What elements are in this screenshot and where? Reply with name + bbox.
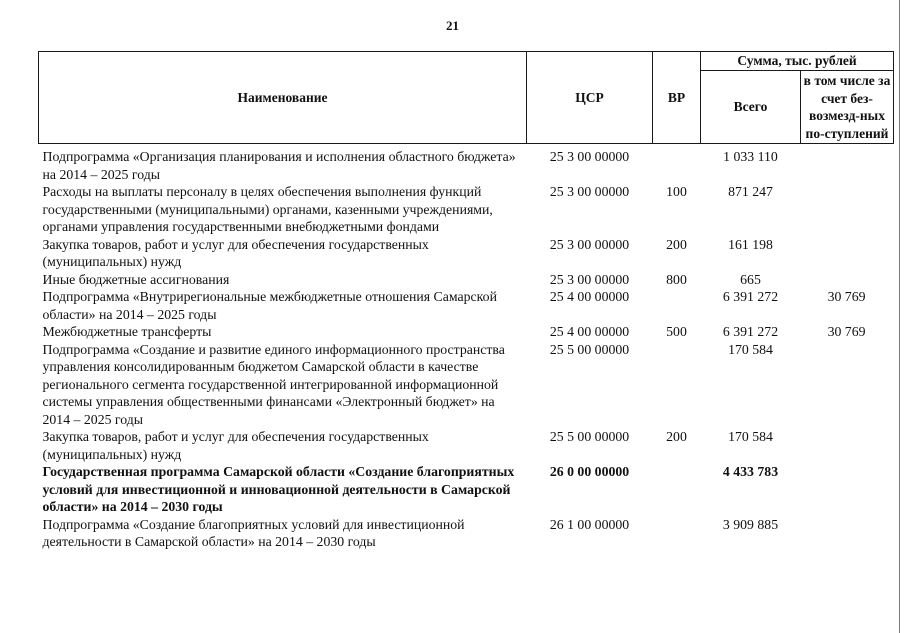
- row-csr: 25 3 00 00000: [549, 184, 630, 199]
- table-row: [39, 271, 894, 289]
- row-csr: 26 0 00 00000: [549, 464, 630, 479]
- row-csr: 25 5 00 00000: [549, 429, 630, 444]
- row-name: Расходы на выплаты персоналу в целях обеспечения выполнения функций государственными (муниципальными) органами, казенными учреждениями, органами управления государственными внебюджетными фондами: [42, 184, 493, 234]
- row-vr: [653, 144, 701, 184]
- row-incl: [801, 271, 894, 289]
- table-row: [39, 288, 894, 323]
- row-name: Подпрограмма «Внутрирегиональные межбюджетные отношения Самарской области» на 2014 – 2025 годы: [42, 289, 497, 322]
- table-row: [39, 144, 894, 184]
- row-csr: 25 5 00 00000: [549, 341, 630, 357]
- row-total: 6 391 272: [722, 289, 779, 304]
- row-vr: 200: [666, 236, 687, 252]
- header-csr: ЦСР: [527, 52, 653, 144]
- row-name: Подпрограмма «Создание благоприятных условий для инвестиционной деятельности в Самарской области» на 2014 – 2030 годы: [42, 516, 465, 549]
- row-name: Иные бюджетные ассигнования: [42, 271, 230, 287]
- row-vr: [653, 288, 701, 323]
- row-total: 170 584: [728, 341, 773, 357]
- row-incl: [801, 428, 894, 463]
- row-csr: 25 3 00 00000: [549, 149, 630, 164]
- row-csr: 25 4 00 00000: [549, 324, 630, 339]
- row-name: Подпрограмма «Создание и развитие единого информационного пространства управления консолидированным бюджетом Самарской области в качестве регионального сегмента государственной интегрированной информационной системы управления общественными финансами «Электронный бюджет» на 2014 – 2025 годы: [42, 341, 505, 427]
- row-incl: [801, 341, 894, 429]
- table-row: [39, 236, 894, 271]
- row-csr: 25 3 00 00000: [549, 236, 630, 252]
- row-total: 161 198: [728, 236, 773, 252]
- row-incl: 30 769: [827, 324, 866, 339]
- header-incl: в том числе за счет без-возмезд-ных по-ступлений: [801, 71, 894, 144]
- row-total: 6 391 272: [722, 324, 779, 339]
- row-incl: 30 769: [827, 289, 866, 304]
- row-name: Государственная программа Самарской области «Создание благоприятных условий для инвестиционной и инновационной деятельности в Самарской области» на 2014 – 2030 годы: [42, 464, 515, 514]
- row-vr: 800: [666, 271, 687, 287]
- row-vr: [653, 463, 701, 516]
- row-vr: [653, 341, 701, 429]
- row-total: 871 247: [728, 184, 773, 199]
- row-total: 170 584: [728, 429, 773, 444]
- row-csr: 25 4 00 00000: [549, 289, 630, 304]
- row-total: 4 433 783: [722, 464, 779, 479]
- row-incl: [801, 236, 894, 271]
- table-row: [39, 428, 894, 463]
- row-total: 3 909 885: [722, 516, 779, 532]
- table-row: [39, 463, 894, 516]
- row-vr: [653, 516, 701, 551]
- table-row: [39, 341, 894, 429]
- header-total: Всего: [701, 71, 801, 144]
- row-vr: 500: [666, 324, 687, 339]
- row-incl: [801, 463, 894, 516]
- row-incl: [801, 183, 894, 236]
- row-vr: 100: [666, 184, 687, 199]
- header-name: Наименование: [39, 52, 527, 144]
- table-row: [39, 516, 894, 551]
- row-incl: [801, 144, 894, 184]
- row-incl: [801, 516, 894, 551]
- row-total: 665: [740, 271, 761, 287]
- header-vr: ВР: [653, 52, 701, 144]
- row-vr: 200: [666, 429, 687, 444]
- page-number: 21: [446, 18, 459, 33]
- header-sum-group: Сумма, тыс. рублей: [701, 52, 894, 71]
- row-name: Закупка товаров, работ и услуг для обеспечения государственных (муниципальных) нужд: [42, 429, 429, 462]
- row-name: Закупка товаров, работ и услуг для обеспечения государственных (муниципальных) нужд: [42, 236, 429, 269]
- row-name: Подпрограмма «Организация планирования и исполнения областного бюджета» на 2014 – 2025 годы: [42, 149, 516, 182]
- row-csr: 25 3 00 00000: [549, 271, 630, 287]
- page-edge: [899, 0, 900, 633]
- table-row: [39, 323, 894, 341]
- row-csr: 26 1 00 00000: [549, 516, 630, 532]
- table-row: [39, 183, 894, 236]
- row-total: 1 033 110: [723, 149, 778, 164]
- budget-table: [38, 51, 894, 551]
- row-name: Межбюджетные трансферты: [42, 324, 212, 339]
